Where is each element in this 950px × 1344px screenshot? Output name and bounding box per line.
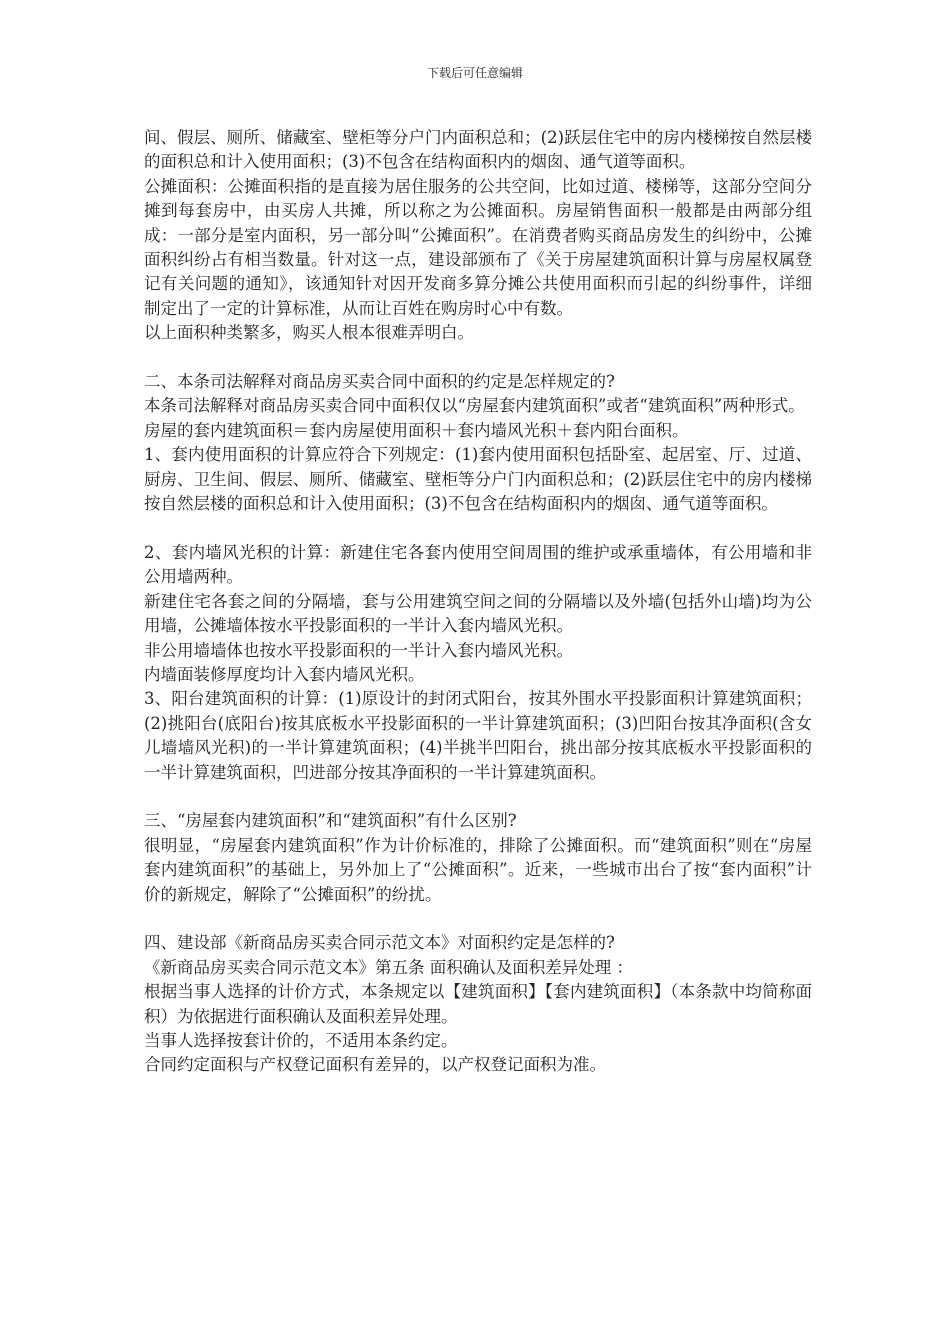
paragraph-5: 本条司法解释对商品房买卖合同中面积仅以“房屋套内建筑面积”或者“建筑面积”两种形式。 (144, 396, 805, 416)
blank-line (144, 516, 812, 540)
paragraph-9: 2、套内墙风光积的计算：新建住宅各套内使用空间周围的维护或承重墙体，有公用墙和非公用墙两种。 (144, 542, 812, 587)
section-heading-2: 二、本条司法解释对商品房买卖合同中面积的约定是怎样规定的? (144, 372, 615, 392)
paragraph-10: 新建住宅各套之间的分隔墙，套与公用建筑空间之间的分隔墙以及外墙(包括外山墙)均为公用墙，公摊墙体按水平投影面积的一半计入套内墙风光积。 (144, 591, 812, 636)
paragraph-22: 合同约定面积与产权登记面积有差异的，以产权登记面积为准。 (144, 1055, 606, 1075)
paragraph-11: 非公用墙墙体也按水平投影面积的一半计入套内墙风光积。 (144, 640, 573, 660)
section-heading-4: 四、建设部《新商品房买卖合同示范文本》对面积约定是怎样的? (144, 933, 615, 953)
paragraph-6: 房屋的套内建筑面积＝套内房屋使用面积＋套内墙风光积＋套内阳台面积。 (144, 420, 689, 440)
paragraph-3: 以上面积种类繁多，购买人根本很难弄明白。 (144, 323, 474, 343)
document-body (144, 126, 812, 1078)
paragraph-12: 内墙面装修厚度均计入套内墙风光积。 (144, 664, 425, 684)
page-header: 下载后可任意编辑 (426, 66, 523, 80)
paragraph-20: 根据当事人选择的计价方式，本条规定以【建筑面积】【套内建筑面积】（本条款中均简称面积）为依据进行面积确认及面积差异处理。 (144, 982, 812, 1026)
paragraph-7: 1、套内使用面积的计算应符合下列规定：(1)套内使用面积包括卧室、起居室、厅、过道、厨房、卫生间、假层、厕所、储藏室、壁柜等分户门内面积总和；(2)跃层住宅中的房内楼梯按自然层楼的面积总和计入使用面积；(3)不包含在结构面积内的烟囱、通气道等面积。 (144, 445, 812, 514)
blank-line (144, 785, 812, 809)
paragraph-1: 间、假层、厕所、储藏室、壁柜等分户门内面积总和；(2)跃层住宅中的房内楼梯按自然层楼的面积总和计入使用面积；(3)不包含在结构面积内的烟囱、通气道等面积。 (144, 128, 812, 172)
paragraph-13: 3、阳台建筑面积的计算：(1)原设计的封闭式阳台，按其外围水平投影面积计算建筑面积；(2)挑阳台(底阳台)按其底板水平投影面积的一半计算建筑面积；(3)凹阳台按其净面积(含女儿墙墙风光积)的一半计算建筑面积；(4)半挑半凹阳台，挑出部分按其底板水平投影面积的一半计算建筑面积，凹进部分按其净面积的一半计算建筑面积。 (144, 689, 812, 782)
paragraph-19: 《新商品房买卖合同示范文本》第五条 面积确认及面积差异处理 ： (144, 957, 633, 977)
paragraph-2: 公摊面积：公摊面积指的是直接为居住服务的公共空间，比如过道、楼梯等，这部分空间分摊到每套房中，由买房人共摊，所以称之为公摊面积。房屋销售面积一般都是由两部分组成：一部分是室内面积，另一部分叫“公摊面积”。在消费者购买商品房发生的纠纷中，公摊面积纠纷占有相当数量。针对这一点，建设部颁布了《关于房屋建筑面积计算与房屋权属登记有关问题的通知》，该通知针对因开发商多算分摊公共使用面积而引起的纠纷事件，详细制定出了一定的计算标准，从而让百姓在购房时心中有数。 (144, 176, 812, 318)
blank-line (144, 907, 812, 931)
paragraph-21: 当事人选择按套计价的，不适用本条约定。 (144, 1030, 458, 1050)
paragraph-16: 很明显，“房屋套内建筑面积”作为计价标准的，排除了公摊面积。而“建筑面积”则在“房屋套内建筑面积”的基础上，另外加上了“公摊面积”。近来，一些城市出台了按“套内面积”计价的新规定，解除了“公摊面积”的纷扰。 (144, 835, 812, 904)
section-heading-3: 三、“房屋套内建筑面积”和“建筑面积”有什么区别? (144, 811, 517, 831)
blank-line (144, 346, 812, 370)
